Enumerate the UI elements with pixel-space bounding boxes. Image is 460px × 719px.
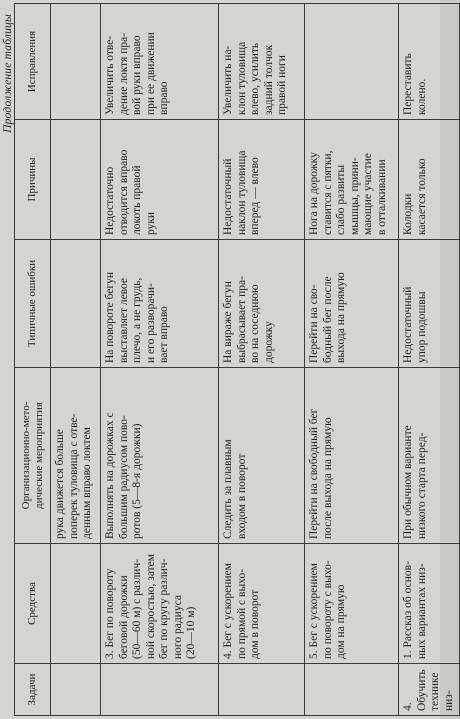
table-row bbox=[51, 4, 101, 716]
cell-errors: На повороте бегун выставляет левое плечо, а не грудь, и его разворачи- вает вправо bbox=[101, 240, 219, 368]
cell-errors: Перейти на сво- бодный бег после выхода на прямую bbox=[305, 240, 399, 368]
cell-causes: Нога на дорожку ставится с пятки, слабо развиты мышцы, прини- мающие участие в отталкивании bbox=[305, 120, 399, 240]
col-header-tasks: Задачи bbox=[15, 664, 51, 716]
cell-fixes bbox=[305, 4, 399, 120]
col-header-corrections: Исправления bbox=[15, 4, 51, 120]
cell-fixes: Переставить колено. bbox=[399, 4, 460, 120]
cell-means: 5. Бег с ускорением по повороту с выхо- дом на прямую bbox=[305, 544, 399, 664]
methods-table bbox=[14, 3, 460, 716]
cell-causes bbox=[51, 120, 101, 240]
cell-task bbox=[219, 664, 305, 716]
table-row bbox=[399, 4, 460, 716]
cell-org: Перейти на свободный бег после выхода на прямую bbox=[305, 368, 399, 544]
cell-fixes: Увеличить на- клон туловища влево, усилить задний толчок правой ноги bbox=[219, 4, 305, 120]
table-row bbox=[305, 4, 399, 716]
table-row bbox=[101, 4, 219, 716]
table-row bbox=[219, 4, 305, 716]
cell-fixes: Увеличить отве- дение локтя пра- вой руки вправо при ее движении вправо bbox=[101, 4, 219, 120]
col-header-causes: Причины bbox=[15, 120, 51, 240]
cell-means bbox=[51, 544, 101, 664]
cell-causes: Недостаточно отводится вправо локоть правой руки bbox=[101, 120, 219, 240]
cell-org: рука движется больше поперек туловища с отве- денным вправо локтем bbox=[51, 368, 101, 544]
cell-means: 1. Рассказ об основ- ных вариантах низ- bbox=[399, 544, 460, 664]
cell-task: 4. Обучить технике низ- bbox=[399, 664, 460, 716]
cell-means: 3. Бег по повороту беговой дорожки (50—60 м) с различ- ной скоростью, затем бег по кругу различ- ного радиуса (20—10 м) bbox=[101, 544, 219, 664]
col-header-org-measures: Организационно-мето- дические мероприятия bbox=[15, 368, 51, 544]
cell-task bbox=[101, 664, 219, 716]
cell-causes: Колодки касается только bbox=[399, 120, 460, 240]
cell-errors bbox=[51, 240, 101, 368]
cell-org: Выполнять на дорожках с большим радиусом пово- ротов (5—8-я дорожки) bbox=[101, 368, 219, 544]
cell-org: Следить за плавным входом в поворот bbox=[219, 368, 305, 544]
cell-errors: На вираже бегун выбрасывает пра- во на соседнюю дорожку bbox=[219, 240, 305, 368]
cell-causes: Недостаточный наклон туловища вперед — влево bbox=[219, 120, 305, 240]
col-header-typical-errors: Типичные ошибки bbox=[15, 240, 51, 368]
table-caption: Продолжение таблицы bbox=[2, 14, 14, 133]
cell-means: 4. Бег с ускорением по прямой с выхо- дом в поворот bbox=[219, 544, 305, 664]
col-header-means: Средства bbox=[15, 544, 51, 664]
cell-task bbox=[305, 664, 399, 716]
cell-task bbox=[51, 664, 101, 716]
header-row bbox=[15, 4, 51, 716]
cell-fixes bbox=[51, 4, 101, 120]
cell-org: При обычном варианте низкого старта перед- bbox=[399, 368, 460, 544]
cell-errors: Недостаточный упор подошвы bbox=[399, 240, 460, 368]
